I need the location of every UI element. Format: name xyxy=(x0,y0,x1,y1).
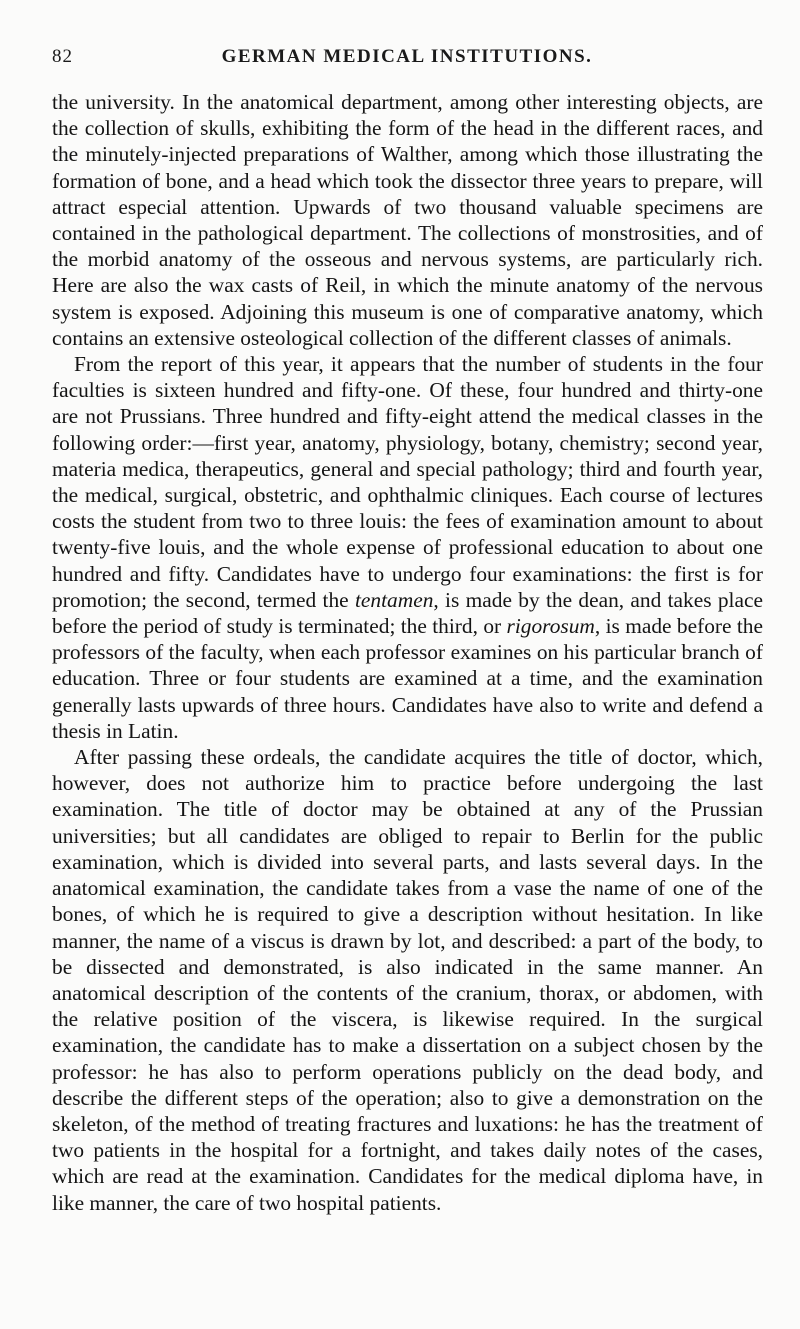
paragraph-2 xyxy=(52,351,763,744)
running-title: GERMAN MEDICAL INSTITUTIONS. xyxy=(221,46,593,67)
paragraph-1: the university. In the anatomical department, among other interesting objects, are the collection of skulls, exhibiting the form of the head in the different races, and the minutely-injected preparations of Walther, among which those illustrating the formation of bone, and a head which took the dissector three years to prepare, will attract especial attention. Upwards of two thousand valuable specimens are contained in the pathological department. The collections of monstrosities, and of the morbid anatomy of the osseous and nervous systems, are particularly rich. Here are also the wax casts of Reil, in which the minute anatomy of the nervous system is exposed. Adjoining this museum is one of comparative anatomy, which contains an extensive osteological collection of the different classes of animals. xyxy=(52,90,763,350)
paragraph-2-text-c: , is made before the professors of the faculty, when each professor examines on his particular branch of education. Three or four students are examined at a time, and the examination generally lasts upwards of three hours. Candidates have also to write and defend a thesis in Latin. xyxy=(52,614,763,743)
paragraph-2-text-a: From the report of this year, it appears that the number of students in the four faculties is sixteen hundred and fifty-one. Of these, four hundred and thirty-one are not Prussians. Three hundred and fifty-eight attend the medical classes in the following order:—first year, anatomy, physiology, botany, chemistry; second year, materia medica, therapeutics, general and special pathology; third and fourth year, the medical, surgical, obstetric, and ophthalmic cliniques. Each course of lectures costs the student from two to three louis: the fees of examination amount to about twenty-five louis, and the whole expense of professional education to about one hundred and fifty. Candidates have to undergo four examinations: the first is for promotion; the second, termed the xyxy=(52,352,763,612)
running-head xyxy=(52,46,762,76)
term-tentamen: tentamen xyxy=(354,587,434,612)
paragraph-3: After passing these ordeals, the candidate acquires the title of doctor, which, however, does not authorize him to practice before undergoing the last examination. The title of doctor may be obtained at any of the Prussian universities; but all candidates are obliged to repair to Berlin for the public examination, which is divided into several parts, and lasts several days. In the anatomical examination, the candidate takes from a vase the name of one of the bones, of which he is required to give a description without hesitation. In like manner, the name of a viscus is drawn by lot, and described: a part of the body, to be dissected and demonstrated, is also indicated in the same manner. An anatomical description of the contents of the cranium, thorax, or abdomen, with the relative position of the viscera, is likewise required. In the surgical examination, the candidate has to make a dissertation on a subject chosen by the professor: he has also to perform operations publicly on the dead body, and describe the different steps of the operation; also to give a demonstration on the skeleton, of the method of treating fractures and luxations: he has the treatment of two patients in the hospital for a fortnight, and takes daily notes of the cases, which are read at the examination. Candidates for the medical diploma have, in like manner, the care of two hospital patients. xyxy=(52,745,763,1215)
term-rigorosum: rigorosum xyxy=(506,614,595,639)
body-text xyxy=(52,89,763,1216)
page-number: 82 xyxy=(52,46,73,67)
paragraph-2-text-b: , is made by the dean, and takes place before the period of study is terminated; the third, or xyxy=(52,587,763,639)
